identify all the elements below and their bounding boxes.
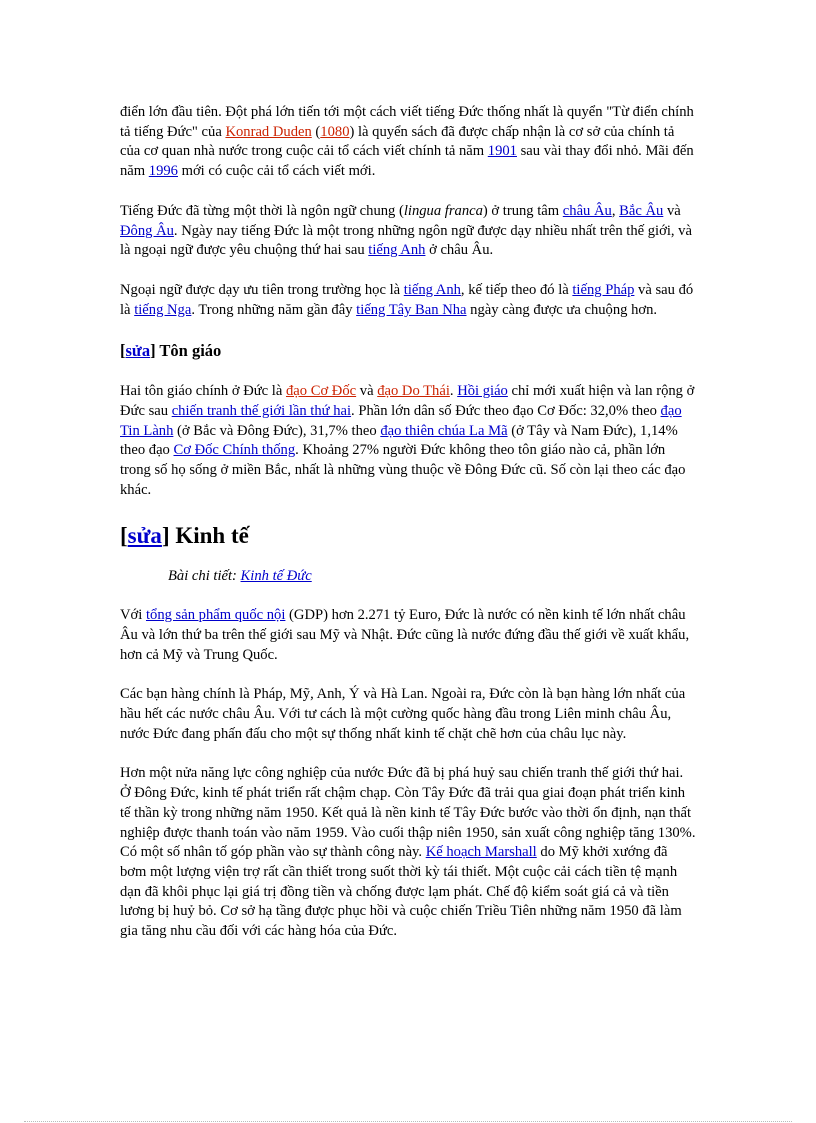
link-hoi-giao[interactable]: Hồi giáo: [457, 383, 508, 400]
heading-religion: [sửa] Tôn giáo: [120, 341, 222, 361]
paragraph-gdp: Với tổng sản phẩm quốc nội (GDP) hơn 2.271 tỷ Euro, Đức là nước có nền kinh tế lớn nhất châu Âu và lớn thứ ba trên thế giới sau Mỹ và Nhật. Đức cũng là nước đứng đầu thế giới về xuất khẩu, hơn cả Mỹ và Trung Quốc.: [120, 607, 690, 663]
link-tieng-anh-2[interactable]: tiếng Anh: [403, 281, 461, 298]
link-chau-au[interactable]: châu Âu: [562, 202, 612, 219]
link-ww2[interactable]: chiến tranh thế giới lần thứ hai: [171, 403, 352, 420]
link-bac-au[interactable]: Bắc Âu: [619, 202, 664, 219]
link-1080[interactable]: 1080: [320, 123, 350, 140]
link-1996[interactable]: 1996: [148, 163, 178, 180]
paragraph-religion: Hai tôn giáo chính ở Đức là đạo Cơ Đốc và đạo Do Thái. Hồi giáo chỉ mới xuất hiện và lan rộng ở Đức sau chiến tranh thế giới lần thứ hai. Phần lớn dân số Đức theo đạo Cơ Đốc: 32,0% theo đạo Tin Lành (ở Bắc và Đông Đức), 31,7% theo đạo thiên chúa La Mã (ở Tây và Nam Đức), 1,14% theo đạo Cơ Đốc Chính thống. Khoảng 27% người Đức không theo tôn giáo nào cả, phần lớn trong số họ sống ở miền Bắc, nhất là những vùng thuộc về Đông Đức cũ. Số còn lại theo các đạo khác.: [120, 383, 695, 498]
link-1901[interactable]: 1901: [487, 143, 517, 160]
link-tieng-phap[interactable]: tiếng Pháp: [572, 281, 635, 298]
link-dao-tin-lanh[interactable]: đạo Tin Lành: [120, 403, 682, 439]
paragraph-trade-partners: Các bạn hàng chính là Pháp, Mỹ, Anh, Ý và Hà Lan. Ngoài ra, Đức còn là bạn hàng lớn nhất của hầu hết các nước châu Âu. Với tư cách là một cường quốc hàng đầu trong Liên minh châu Âu, nước Đức đang phấn đấu cho một sự thống nhất kinh tế chặt chẽ hơn của châu lục này.: [120, 686, 686, 742]
edit-section-economy-link[interactable]: sửa: [127, 522, 162, 548]
link-dao-co-doc[interactable]: đạo Cơ Đốc: [285, 383, 357, 400]
link-dao-do-thai[interactable]: đạo Do Thái: [377, 383, 450, 400]
link-tieng-tay-ban-nha[interactable]: tiếng Tây Ban Nha: [356, 301, 467, 318]
link-gdp[interactable]: tổng sản phẩm quốc nội: [145, 607, 286, 624]
link-tieng-nga[interactable]: tiếng Nga: [134, 301, 192, 318]
paragraph-lingua-franca: Tiếng Đức đã từng một thời là ngôn ngữ chung (lingua franca) ở trung tâm châu Âu, Bắc Âu và Đông Âu. Ngày nay tiếng Đức là một trong những ngôn ngữ được dạy nhiều nhất trên thế giới, và là ngoại ngữ được yêu chuộng thứ hai sau tiếng Anh ở châu Âu.: [120, 202, 692, 259]
link-dong-au[interactable]: Đông Âu: [120, 222, 174, 239]
paragraph-postwar-economy: Hơn một nửa năng lực công nghiệp của nước Đức đã bị phá huỷ sau chiến tranh thế giới thứ hai. Ở Đông Đức, kinh tế phát triển rất chậm chạp. Còn Tây Đức đã trải qua giai đoạn phát triển kinh tế thần kỳ trong những năm 1950. Kết quả là nền kinh tế Tây Đức bước vào thời ổn định, nạn thất nghiệp được thanh toán vào năm 1959. Vào cuối thập niên 1950, sản xuất công nghiệp tăng 130%. Có một số nhân tố góp phần vào sự thành công này. Kế hoạch Marshall do Mỹ khởi xướng đã bơm một lượng viện trợ rất cần thiết trong suốt thời kỳ tái thiết. Một cuộc cải cách tiền tệ mạnh dạn đã khôi phục lại giá trị đồng tiền và chống được lạm phát. Chế độ kiểm soát giá cả và tiền lương bị huỷ bỏ. Cơ sở hạ tầng được phục hồi và cuộc chiến Triều Tiên những năm 1950 đã làm gia tăng nhu cầu đối với các hàng hóa của Đức.: [120, 765, 696, 940]
page-bottom-divider: [24, 1121, 792, 1122]
edit-section-religion-link[interactable]: sửa: [125, 341, 151, 361]
paragraph-foreign-languages: Ngoại ngữ được dạy ưu tiên trong trường học là tiếng Anh, kế tiếp theo đó là tiếng Pháp và sau đó là tiếng Nga. Trong những năm gần đây tiếng Tây Ban Nha ngày càng được ưa chuộng hơn.: [120, 281, 694, 318]
paragraph-spelling-reform: điển lớn đầu tiên. Đột phá lớn tiến tới một cách viết tiếng Đức thống nhất là quyển "Từ điển chính tả tiếng Đức" của Konrad Duden (1080) là quyển sách đã được chấp nhận là cơ sở của chính tả của cơ quan nhà nước trong cuộc cải tổ cách viết chính tả năm 1901 sau vài thay đổi nhỏ. Mãi đến năm 1996 mới có cuộc cải tổ cách viết mới.: [120, 104, 694, 180]
main-article-note: Bài chi tiết: Kinh tế Đức: [168, 567, 312, 584]
heading-economy: [sửa] Kinh tế: [120, 522, 249, 548]
link-konrad-duden[interactable]: Konrad Duden: [225, 123, 312, 140]
link-dao-thien-chua[interactable]: đạo thiên chúa La Mã: [380, 422, 508, 439]
link-tieng-anh[interactable]: tiếng Anh: [368, 242, 426, 259]
link-marshall-plan[interactable]: Kế hoạch Marshall: [425, 844, 537, 861]
document-body: [120, 103, 696, 942]
link-kinh-te-duc[interactable]: Kinh tế Đức: [240, 567, 312, 584]
link-co-doc-chinh-thong[interactable]: Cơ Đốc Chính thống: [173, 442, 296, 459]
